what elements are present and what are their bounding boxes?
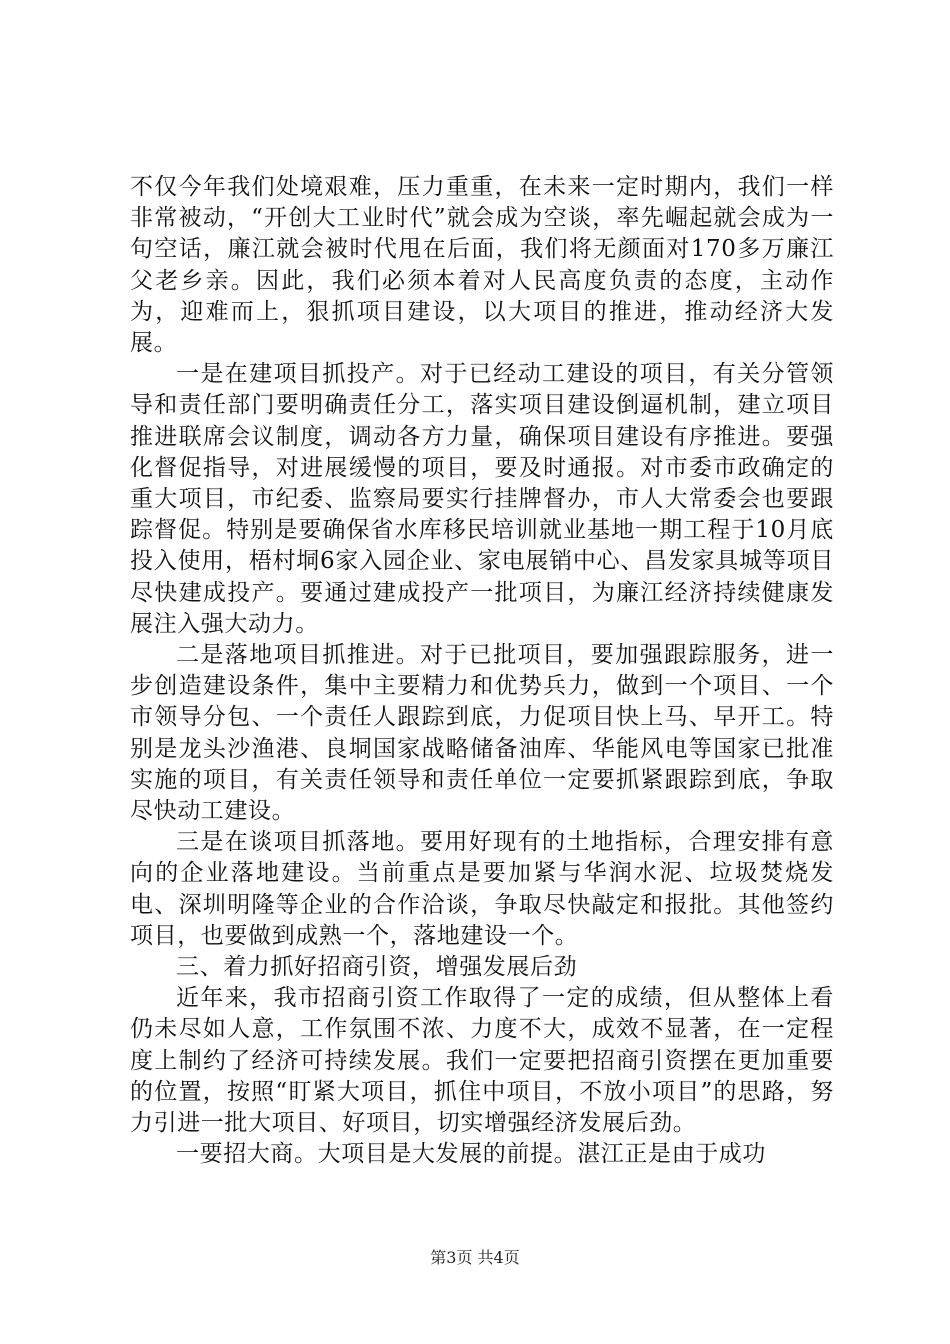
paragraph-investment-review: 近年来，我市招商引资工作取得了一定的成绩，但从整体上看仍未尽如人意，工作氛围不浓、力度不大，成效不显著，在一定程度上制约了经济可持续发展。我们一定要把招商引资摆在更加重要的位置，按照“盯紧大项目，抓住中项目，不放小项目”的思路，努力引进一批大项目、好项目，切实增强经济发展后劲。	[130, 985, 834, 1137]
page-footer: 第3页 共4页	[430, 1248, 520, 1267]
paragraph-attract-big-business: 一要招大商。大项目是大发展的前提。湛江正是由于成功	[176, 1141, 766, 1168]
paragraph-negotiation-projects: 三是在谈项目抓落地。要用好现有的土地指标，合理安排有意向的企业落地建设。当前重点是要加紧与华润水泥、垃圾焚烧发电、深圳明隆等企业的合作洽谈，争取尽快敲定和报批。其他签约项目，也要做到成熟一个，落地建设一个。	[130, 829, 834, 949]
document-body	[130, 172, 834, 1171]
paragraph-construction-projects: 一是在建项目抓投产。对于已经动工建设的项目，有关分管领导和责任部门要明确责任分工，落实项目建设倒逼机制，建立项目推进联席会议制度，调动各方力量，确保项目建设有序推进。要强化督促指导，对进展缓慢的项目，要及时通报。对市委市政确定的重大项目，市纪委、监察局要实行挂牌督办，市人大常委会也要跟踪督促。特别是要确保省水库移民培训就业基地一期工程于10月底投入使用，梧村垌6家入园企业、家电展销中心、昌发家具城等项目尽快建成投产。要通过建成投产一批项目，为廉江经济持续健康发展注入强大动力。	[130, 361, 834, 637]
paragraph-approved-projects: 二是落地项目抓推进。对于已批项目，要加强跟踪服务，进一步创造建设条件，集中主要精力和优势兵力，做到一个项目、一个市领导分包、一个责任人跟踪到底，力促项目快上马、早开工。特别是龙头沙渔港、良垌国家战略储备油库、华能风电等国家已批准实施的项目，有关责任领导和责任单位一定要抓紧跟踪到底，争取尽快动工建设。	[130, 642, 834, 825]
paragraph-continuation: 不仅今年我们处境艰难，压力重重，在未来一定时期内，我们一样非常被动，“开创大工业时代”就会成为空谈，率先崛起就会成为一句空话，廉江就会被时代甩在后面，我们将无颜面对170多万廉江父老乡亲。因此，我们必须本着对人民高度负责的态度，主动作为，迎难而上，狠抓项目建设，以大项目的推进，推动经济大发展。	[130, 174, 834, 357]
section-heading-investment: 三、着力抓好招商引资，增强发展后劲	[176, 954, 578, 981]
